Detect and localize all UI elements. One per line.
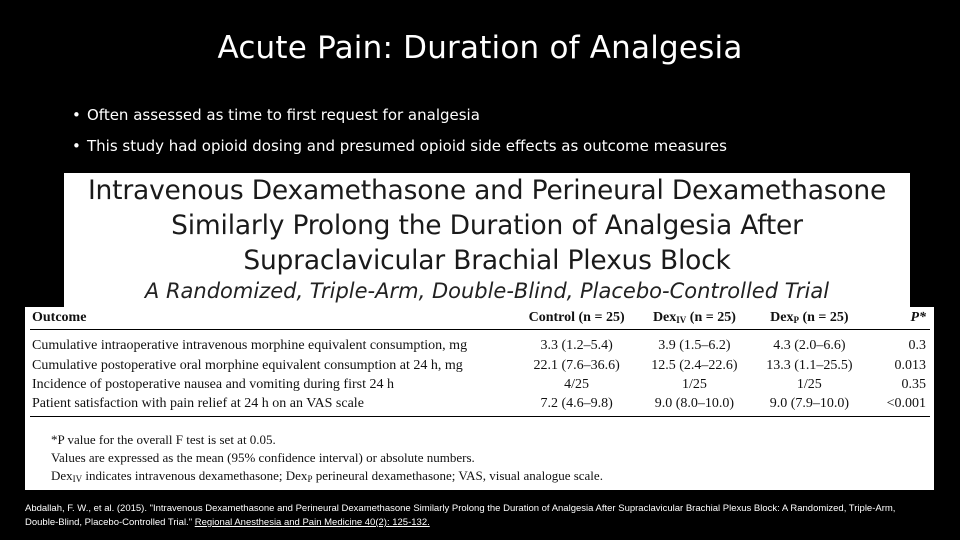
- bullet-text: This study had opioid dosing and presumed opioid side effects as outcome measures: [87, 137, 727, 155]
- article-subtitle: A Randomized, Triple-Arm, Double-Blind, Placebo-Controlled Trial: [144, 279, 830, 303]
- cell-dexiv: 1/25: [681, 376, 707, 392]
- article-title-line: Intravenous Dexamethasone and Perineural Dexamethasone: [87, 175, 887, 206]
- bullet-dot-icon: •: [72, 137, 81, 155]
- header-outcome: Outcome: [30, 307, 516, 330]
- cell-outcome: Patient satisfaction with pain relief at 24 h on an VAS scale: [30, 394, 516, 417]
- table-row: [30, 394, 930, 417]
- cell-outcome: Cumulative intraoperative intravenous morphine equivalent consumption, mg: [32, 338, 468, 353]
- cell-p: <0.001: [867, 394, 930, 417]
- header-dexp-sub: P: [793, 315, 799, 325]
- outcome-table-panel: [25, 307, 934, 490]
- cell-dexiv: 12.5 (2.4–22.6): [651, 357, 738, 373]
- table-row: [30, 330, 930, 357]
- cell-dexiv: 3.9 (1.5–6.2): [658, 338, 731, 353]
- header-control: Control (n = 25): [516, 307, 637, 330]
- outcome-table: [30, 307, 930, 417]
- citation-text: Abdallah, F. W., et al. (2015). "Intravenous Dexamethasone and Perineural Dexamethasone Similarly Prolong the Duration of Analgesia After Supraclavicular Brachial Plexus Block: A Randomized, Triple-Arm, Double-Blind, Placebo-Controlled Trial.": [25, 503, 896, 528]
- header-dexiv: [637, 307, 752, 330]
- slide-title: Acute Pain: Duration of Analgesia: [217, 30, 743, 66]
- cell-dexp: 9.0 (7.9–10.0): [752, 394, 867, 417]
- cell-dexp: 1/25: [796, 376, 822, 392]
- footnote-sub: P: [307, 474, 313, 484]
- footnote-dex: Dex: [51, 468, 73, 483]
- header-dexiv-rest: (n = 25): [686, 310, 736, 325]
- header-dexiv-sub: IV: [676, 315, 687, 325]
- cell-dexp: 13.3 (1.1–25.5): [766, 357, 853, 373]
- header-dexp-rest: (n = 25): [798, 310, 849, 325]
- cell-dexp: 4.3 (2.0–6.6): [773, 338, 846, 353]
- header-dexp-main: Dex: [770, 310, 794, 325]
- bullet-text: Often assessed as time to first request for analgesia: [87, 106, 480, 124]
- cell-control: 7.2 (4.6–9.8): [516, 394, 637, 417]
- header-p: P*: [867, 307, 930, 330]
- cell-p: 0.013: [894, 357, 926, 373]
- cell-outcome: Cumulative postoperative oral morphine equivalent consumption at 24 h, mg: [32, 357, 463, 373]
- table-header-row: [30, 307, 930, 330]
- cell-outcome: Incidence of postoperative nausea and vomiting during first 24 h: [32, 376, 394, 392]
- bullet-dot-icon: •: [72, 106, 81, 124]
- cell-p: 0.35: [901, 376, 926, 392]
- cell-control: 3.3 (1.2–5.4): [540, 338, 613, 353]
- cell-control: 22.1 (7.6–36.6): [533, 357, 620, 373]
- article-title-image: [64, 173, 910, 307]
- footnote-text: indicates intravenous dexamethasone; Dex: [82, 468, 308, 483]
- header-dexp: [752, 307, 867, 330]
- citation: [25, 502, 925, 530]
- cell-dexiv: 9.0 (8.0–10.0): [637, 394, 752, 417]
- header-dexiv-main: Dex: [652, 310, 677, 325]
- table-row: [30, 375, 930, 394]
- article-title-line: Similarly Prolong the Duration of Analgesia After: [171, 210, 803, 241]
- cell-control: 4/25: [564, 376, 590, 392]
- footnote-line: Values are expressed as the mean (95% confidence interval) or absolute numbers.: [51, 450, 475, 465]
- bullet-item: [72, 131, 727, 162]
- footnote-sub: IV: [72, 474, 83, 484]
- bullet-list: [72, 100, 727, 162]
- table-row: [30, 356, 930, 375]
- bullet-item: [72, 100, 727, 131]
- footnote-text: perineural dexamethasone; VAS, visual analogue scale.: [312, 468, 603, 483]
- cell-p: 0.3: [908, 338, 926, 353]
- footnote-line: [51, 467, 603, 488]
- citation-link[interactable]: Regional Anesthesia and Pain Medicine 40(2): 125-132.: [194, 517, 430, 528]
- article-title-line: Supraclavicular Brachial Plexus Block: [243, 245, 731, 276]
- table-footnotes: [51, 431, 603, 488]
- footnote-line: *P value for the overall F test is set at 0.05.: [51, 432, 276, 447]
